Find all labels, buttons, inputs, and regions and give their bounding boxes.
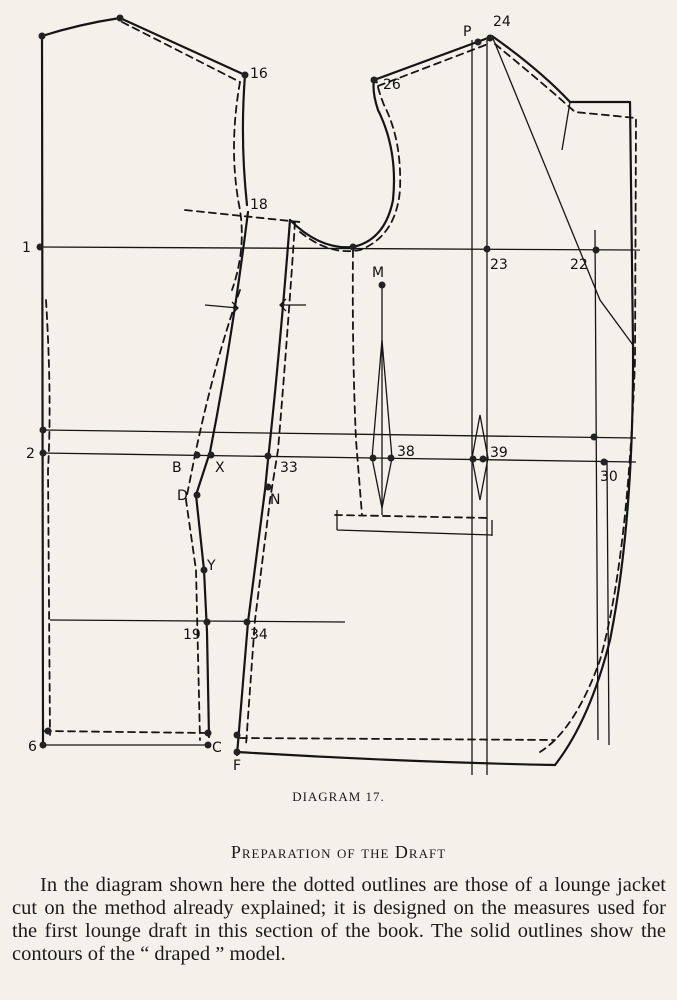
arrow-left [280, 299, 306, 311]
side-body-front-seam [237, 220, 290, 755]
point-n [265, 484, 272, 491]
reference-points [37, 15, 608, 756]
label-33: 33 [280, 460, 298, 476]
point-6 [40, 742, 47, 749]
point-x [208, 452, 215, 459]
horizontal-guides [40, 247, 640, 622]
point-26 [371, 77, 378, 84]
label-m: M [372, 265, 385, 281]
point-waist-upper [40, 427, 47, 434]
point-19 [204, 619, 211, 626]
front-hem-dotted [240, 738, 555, 740]
point-33 [265, 453, 272, 460]
label-b: B [172, 460, 182, 476]
label-24: 24 [493, 14, 511, 30]
label-19: 19 [183, 627, 201, 643]
pocket-top-dotted [335, 515, 490, 518]
waist-line-upper [42, 430, 636, 438]
label-p: P [463, 24, 472, 40]
point-34 [244, 619, 251, 626]
label-22: 22 [570, 257, 588, 273]
point-39 [480, 456, 487, 463]
label-c: C [212, 740, 222, 756]
label-39: 39 [490, 445, 508, 461]
front-panel [237, 36, 636, 775]
label-2: 2 [26, 446, 35, 462]
point-hem-dotted [45, 728, 52, 735]
front-edge-dotted [495, 44, 636, 752]
label-18: 18 [250, 197, 268, 213]
point-labels [22, 14, 618, 774]
label-d: D [177, 488, 188, 504]
point-waist-front [591, 434, 598, 441]
section-heading: Preparation of the Draft [230, 842, 447, 862]
front-construction-line-3 [595, 230, 598, 740]
pocket-line [337, 510, 492, 536]
point-39-left [470, 456, 477, 463]
point-back-neck [39, 33, 46, 40]
label-x: X [215, 460, 225, 476]
point-f-upper [234, 732, 241, 739]
point-neck-top [117, 15, 124, 22]
point-dart-left [370, 455, 377, 462]
label-30: 30 [600, 469, 618, 485]
back-armhole-dotted [232, 82, 242, 290]
point-c-upper [205, 730, 212, 737]
lapel-break-line [492, 36, 633, 345]
body-paragraph: In the diagram shown here the dotted outlines are those of a lounge jacket cut on the method already explained; it is designed on the measures used for the first lounge draft in this section of the book. The solid outlines show the contours of the “ draped ” model. [12, 874, 666, 965]
back-neck-line [42, 18, 120, 36]
label-1: 1 [22, 240, 31, 256]
diagram-caption: DIAGRAM 17. [292, 789, 385, 804]
point-24 [487, 35, 494, 42]
label-34: 34 [250, 627, 268, 643]
point-2 [40, 450, 47, 457]
point-d [194, 492, 201, 499]
back-hem-dotted [44, 731, 208, 733]
back-side-seam-dotted [186, 290, 240, 740]
back-armhole-line [243, 75, 247, 205]
front-armhole-dotted [300, 78, 400, 251]
back-shoulder-dotted [122, 22, 240, 82]
dart-dotted [353, 250, 362, 515]
point-16 [242, 72, 249, 79]
point-m [379, 282, 386, 289]
center-back-line [42, 36, 43, 745]
back-panel [42, 18, 248, 745]
point-23 [484, 246, 491, 253]
point-c [205, 742, 212, 749]
point-38 [388, 455, 395, 462]
armhole-guide-dotted [185, 210, 300, 222]
label-y: Y [207, 558, 216, 574]
front-armhole-line [290, 80, 394, 247]
point-p [475, 39, 482, 46]
label-23: 23 [490, 257, 508, 273]
side-body-dotted [246, 222, 295, 745]
label-n: N [270, 492, 281, 508]
front-construction-line-4 [607, 460, 609, 745]
point-22 [593, 247, 600, 254]
label-f: F [233, 758, 242, 774]
label-38: 38 [397, 444, 415, 460]
point-1 [37, 244, 44, 251]
point-armhole-bottom [350, 244, 357, 251]
front-hem-line [237, 752, 555, 765]
arrow-right [205, 302, 238, 314]
lapel-notch-line [562, 102, 570, 150]
point-b [194, 452, 201, 459]
label-16: 16 [250, 66, 268, 82]
waist-line [42, 453, 636, 462]
label-26: 26 [383, 77, 401, 93]
front-shoulder-line [374, 38, 488, 80]
point-f [234, 749, 241, 756]
label-6: 6 [28, 739, 37, 755]
point-30 [601, 459, 608, 466]
center-back-dotted [46, 300, 50, 735]
back-shoulder-line [120, 18, 245, 75]
